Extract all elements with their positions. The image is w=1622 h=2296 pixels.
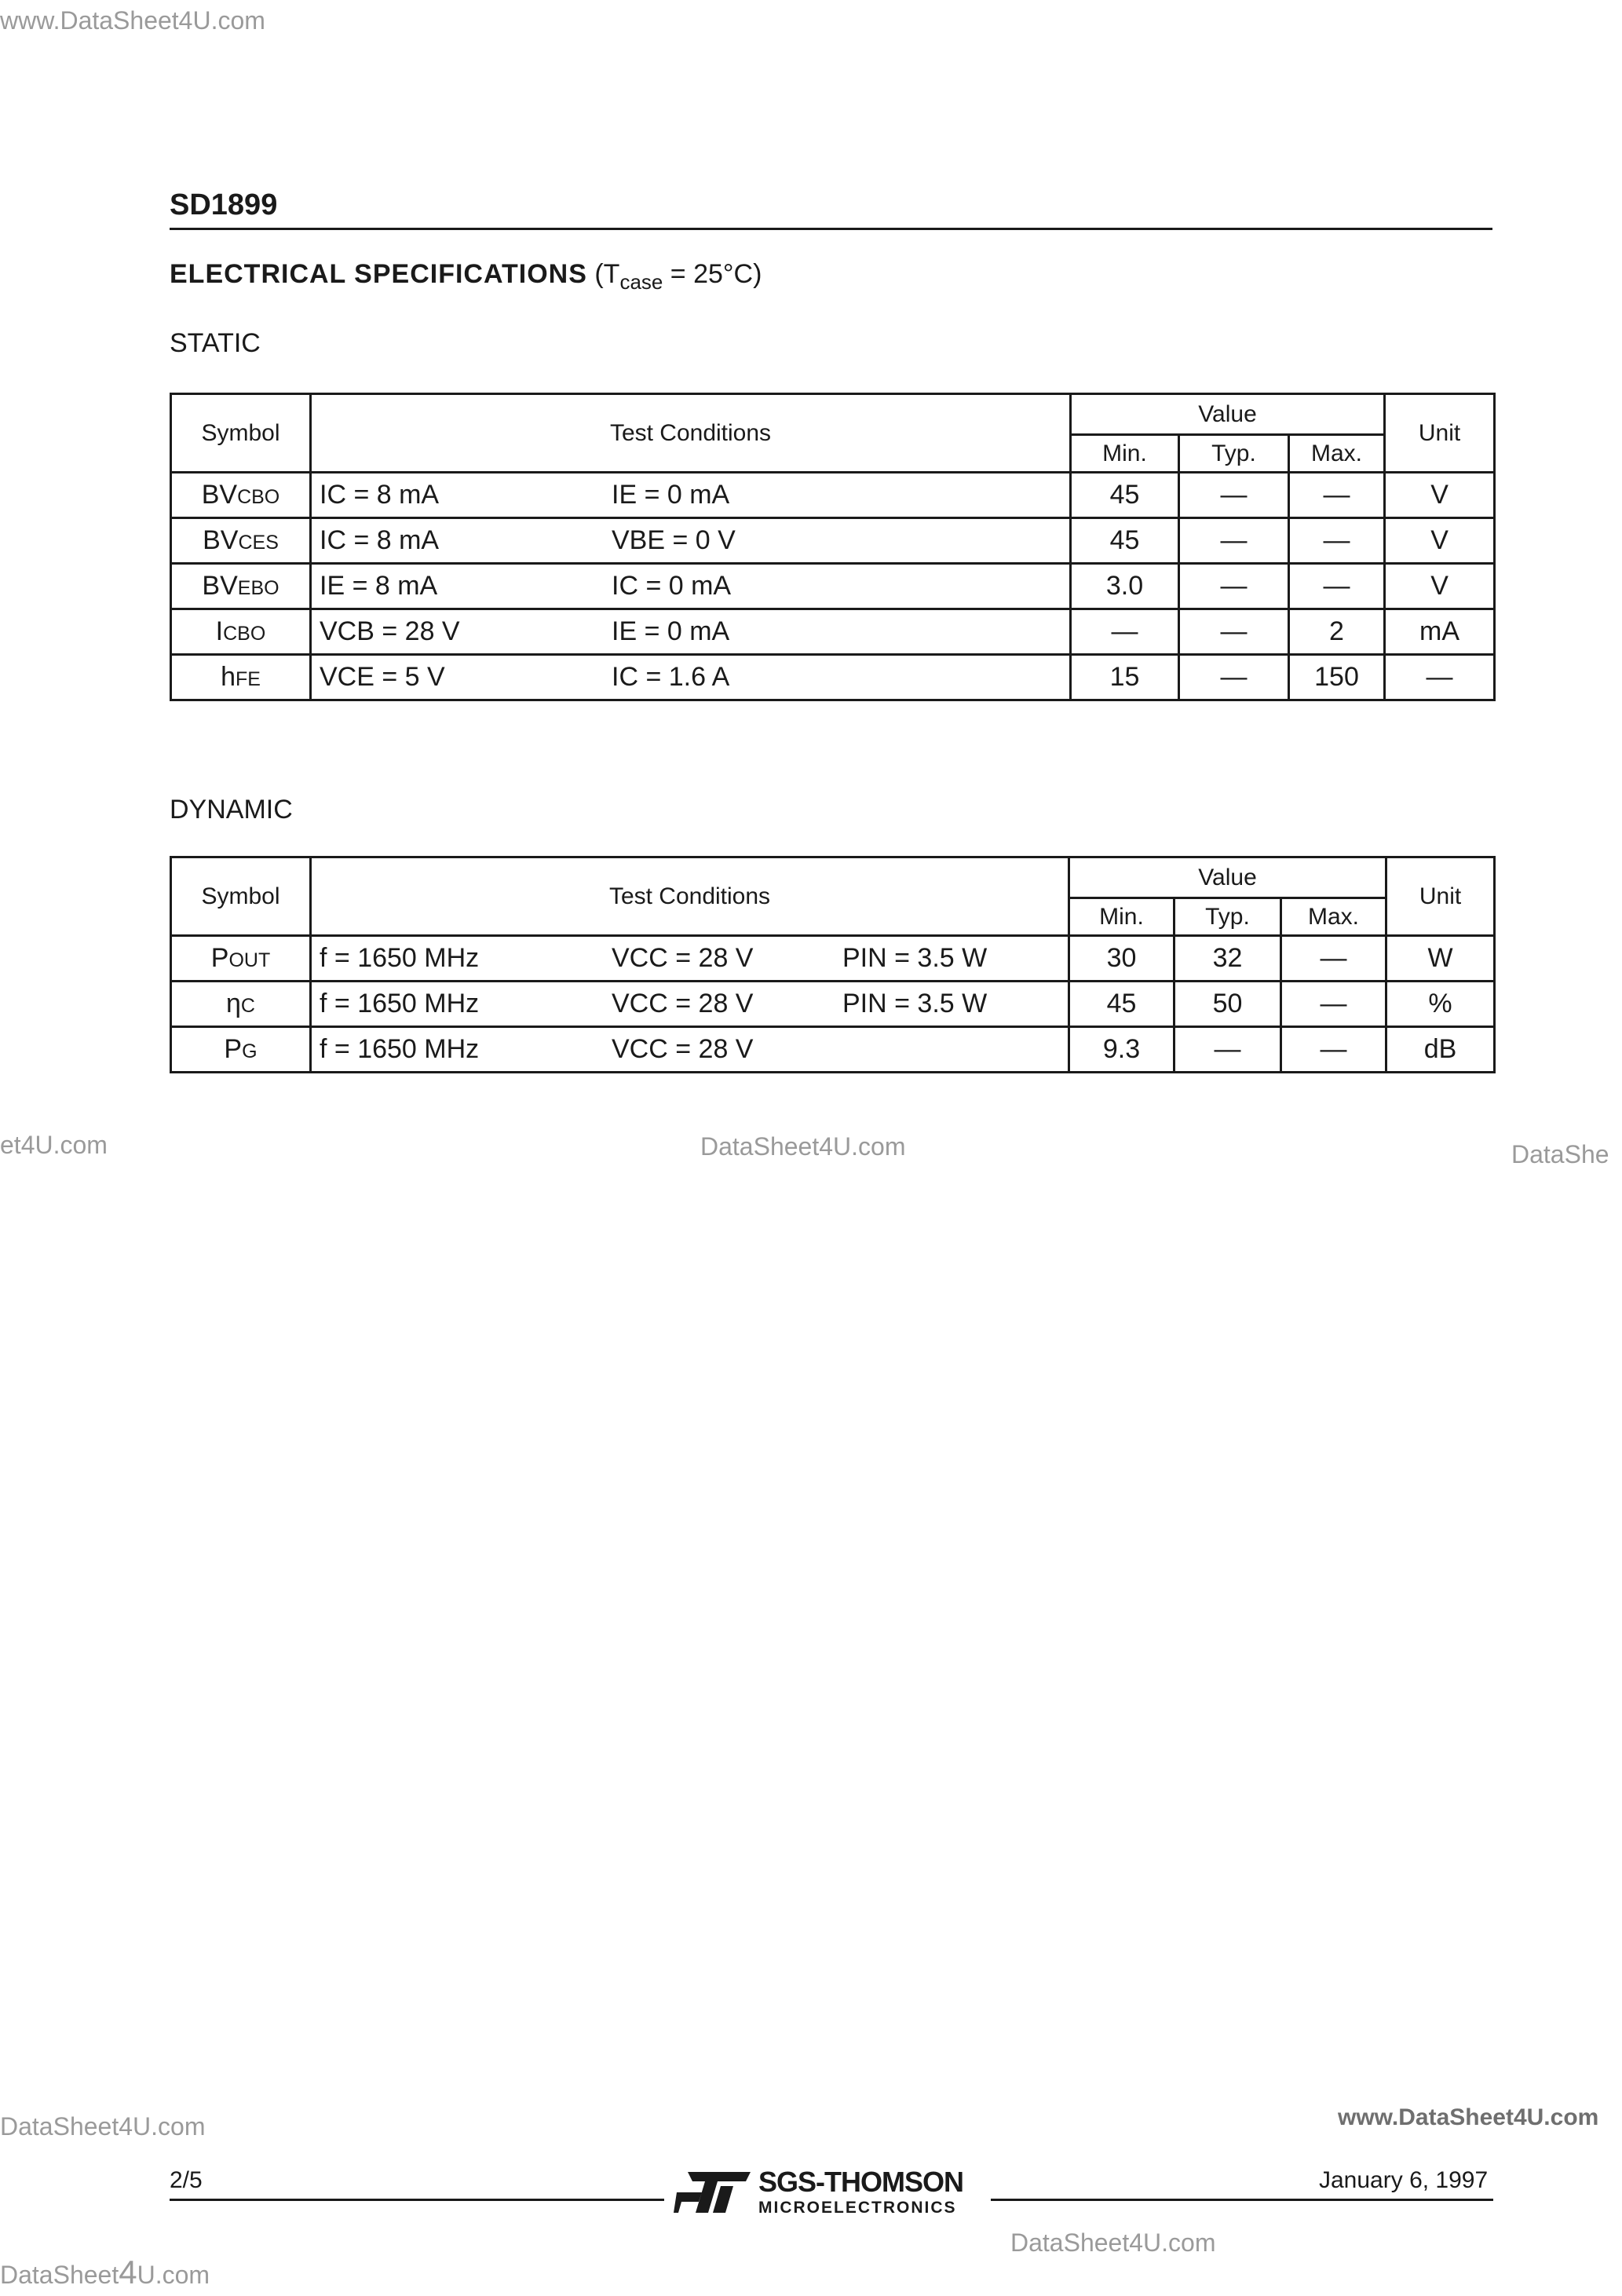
symbol: BV	[201, 480, 238, 510]
static-table	[170, 393, 1496, 701]
watermark-corner-left	[0, 2254, 210, 2291]
typ-cell: —	[1179, 564, 1289, 609]
cond-2: IE = 0 mA	[612, 480, 730, 510]
unit-cell: mA	[1385, 609, 1495, 655]
unit-cell: dB	[1386, 1027, 1495, 1073]
spec-condition	[594, 259, 762, 294]
watermark-mid-right: DataShe	[1511, 1140, 1609, 1168]
spec-cond-sub: case	[619, 270, 663, 294]
table-row	[171, 473, 1495, 518]
header-test-conditions: Test Conditions	[311, 857, 1069, 936]
typ-cell: —	[1179, 518, 1289, 564]
symbol-sub: EBO	[237, 577, 279, 599]
header-max: Max.	[1289, 435, 1385, 473]
typ-cell: 50	[1174, 982, 1281, 1027]
symbol-sub: OUT	[228, 949, 271, 971]
unit-cell: V	[1385, 518, 1495, 564]
cond-3: PIN = 3.5 W	[842, 989, 988, 1018]
typ-cell: —	[1179, 609, 1289, 655]
typ-cell: —	[1174, 1027, 1281, 1073]
cond-2: IC = 1.6 A	[612, 662, 730, 692]
unit-cell: —	[1385, 655, 1495, 700]
header-min: Min.	[1071, 435, 1179, 473]
conditions-cell	[311, 1027, 1069, 1073]
symbol: P	[210, 943, 229, 973]
symbol: BV	[203, 525, 239, 555]
table-row	[171, 655, 1495, 700]
symbol: P	[224, 1034, 243, 1064]
header-unit: Unit	[1386, 857, 1495, 936]
typ-cell: 32	[1174, 936, 1281, 982]
cond-1: f = 1650 MHz	[320, 1034, 480, 1064]
table-row	[171, 936, 1495, 982]
table-row	[171, 518, 1495, 564]
header-max: Max.	[1281, 898, 1386, 936]
header-symbol: Symbol	[171, 857, 311, 936]
watermark-corner-part-c: U.com	[137, 2261, 210, 2289]
symbol-cell	[171, 936, 311, 982]
max-cell: —	[1289, 473, 1385, 518]
watermark-mid-left: et4U.com	[0, 1131, 108, 1159]
conditions-cell	[311, 473, 1071, 518]
spec-cond-open: (T	[594, 259, 620, 289]
conditions-cell	[311, 518, 1071, 564]
publication-date: January 6, 1997	[1319, 2167, 1489, 2193]
max-cell: 150	[1289, 655, 1385, 700]
symbol: I	[215, 616, 224, 646]
header-min: Min.	[1069, 898, 1174, 936]
watermark-bottom-left: DataSheet4U.com	[0, 2112, 206, 2141]
table-row	[171, 609, 1495, 655]
symbol: BV	[202, 571, 238, 601]
table-row	[171, 982, 1495, 1027]
symbol-cell	[171, 564, 311, 609]
symbol-cell	[171, 982, 311, 1027]
cond-2: IC = 0 mA	[612, 571, 732, 601]
cond-1: VCE = 5 V	[320, 662, 445, 692]
conditions-cell	[311, 982, 1069, 1027]
header-unit: Unit	[1385, 394, 1495, 473]
cond-3: PIN = 3.5 W	[842, 943, 988, 973]
table-row	[171, 1027, 1495, 1073]
watermark-corner-part-b: 4	[119, 2254, 137, 2291]
cond-1: IC = 8 mA	[320, 480, 440, 510]
typ-cell: —	[1179, 473, 1289, 518]
symbol-sub: CBO	[223, 623, 266, 645]
symbol-cell	[171, 655, 311, 700]
max-cell: —	[1281, 982, 1386, 1027]
spec-title-text: ELECTRICAL SPECIFICATIONS	[170, 259, 587, 289]
watermark-bottom-center: DataSheet4U.com	[1010, 2228, 1216, 2257]
symbol-sub: G	[242, 1040, 258, 1062]
min-cell: 15	[1071, 655, 1179, 700]
conditions-cell	[311, 655, 1071, 700]
unit-cell: %	[1386, 982, 1495, 1027]
footer-rule-left	[170, 2199, 664, 2201]
company-logo	[674, 2166, 980, 2221]
typ-cell: —	[1179, 655, 1289, 700]
symbol-sub: C	[240, 995, 255, 1017]
min-cell: 45	[1069, 982, 1174, 1027]
cond-2: VCC = 28 V	[612, 943, 754, 973]
cond-2: VBE = 0 V	[612, 525, 736, 555]
min-cell: 45	[1071, 473, 1179, 518]
symbol-sub: FE	[235, 668, 261, 690]
header-value: Value	[1071, 394, 1385, 435]
conditions-cell	[311, 936, 1069, 982]
header-typ: Typ.	[1174, 898, 1281, 936]
max-cell: —	[1289, 564, 1385, 609]
max-cell: —	[1281, 1027, 1386, 1073]
watermark-corner-part-a: DataSheet	[0, 2261, 119, 2289]
min-cell: —	[1071, 609, 1179, 655]
page-number: 2/5	[170, 2167, 203, 2193]
max-cell: —	[1281, 936, 1386, 982]
logo-subtitle: MICROELECTRONICS	[758, 2199, 957, 2217]
header-rule	[170, 228, 1492, 230]
min-cell: 30	[1069, 936, 1174, 982]
symbol-cell	[171, 1027, 311, 1073]
max-cell: —	[1289, 518, 1385, 564]
cond-1: IC = 8 mA	[320, 525, 440, 555]
cond-2: IE = 0 mA	[612, 616, 730, 646]
static-label: STATIC	[170, 328, 261, 358]
dynamic-table	[170, 856, 1496, 1073]
dynamic-label: DYNAMIC	[170, 795, 293, 824]
conditions-cell	[311, 609, 1071, 655]
cond-2: VCC = 28 V	[612, 989, 754, 1018]
cond-1: VCB = 28 V	[320, 616, 460, 646]
unit-cell: V	[1385, 564, 1495, 609]
min-cell: 9.3	[1069, 1027, 1174, 1073]
symbol: η	[226, 989, 241, 1018]
min-cell: 3.0	[1071, 564, 1179, 609]
symbol-cell	[171, 518, 311, 564]
part-number: SD1899	[170, 188, 278, 221]
header-typ: Typ.	[1179, 435, 1289, 473]
cond-1: IE = 8 mA	[320, 571, 438, 601]
symbol-sub: CBO	[237, 486, 280, 508]
unit-cell: W	[1386, 936, 1495, 982]
cond-1: f = 1650 MHz	[320, 989, 480, 1018]
st-logo-icon	[674, 2170, 752, 2214]
table-row	[171, 564, 1495, 609]
conditions-cell	[311, 564, 1071, 609]
footer-rule-right	[991, 2199, 1493, 2201]
header-value: Value	[1069, 857, 1386, 898]
spec-cond-rest: = 25°C)	[663, 259, 762, 289]
max-cell: 2	[1289, 609, 1385, 655]
unit-cell: V	[1385, 473, 1495, 518]
cond-2: VCC = 28 V	[612, 1034, 754, 1064]
logo-name: SGS-THOMSON	[758, 2166, 964, 2198]
symbol-sub: CES	[238, 532, 279, 554]
symbol-cell	[171, 609, 311, 655]
min-cell: 45	[1071, 518, 1179, 564]
cond-1: f = 1650 MHz	[320, 943, 480, 973]
symbol: h	[221, 662, 236, 692]
watermark-mid-center: DataSheet4U.com	[700, 1132, 906, 1161]
header-symbol: Symbol	[171, 394, 311, 473]
watermark-bottom-right: www.DataSheet4U.com	[1338, 2104, 1599, 2130]
watermark-top-left: www.DataSheet4U.com	[0, 6, 265, 35]
spec-title	[170, 259, 762, 294]
header-test-conditions: Test Conditions	[311, 394, 1071, 473]
symbol-cell	[171, 473, 311, 518]
